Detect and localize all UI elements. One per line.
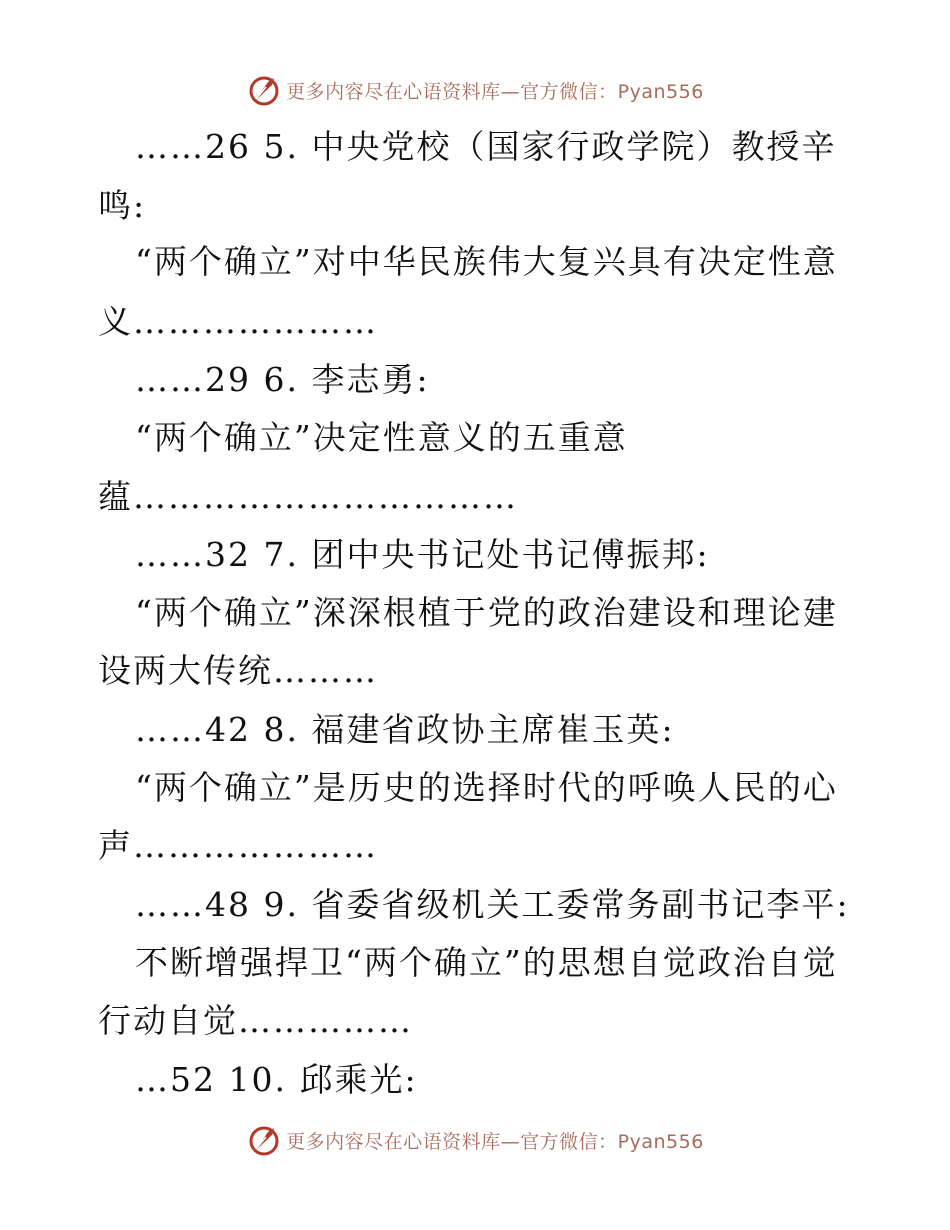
watermark-text: 更多内容尽在心语资料库—官方微信：Pyan556 (286, 1130, 704, 1153)
toc-line: 不断增强捍卫“两个确立”的思想自觉政治自觉 (135, 943, 838, 982)
toc-line: 行动自觉…………… (98, 1001, 413, 1040)
toc-line: …52 10. 邱乘光: (135, 1060, 418, 1099)
toc-line: 声………………… (98, 826, 378, 865)
quill-pen-logo-icon (246, 1122, 282, 1158)
toc-line: “两个确立”是历史的选择时代的呼唤人民的心 (135, 768, 838, 807)
toc-line: “两个确立”决定性意义的五重意 (135, 418, 628, 457)
footer-watermark (0, 1120, 950, 1160)
toc-line: 义………………… (98, 302, 378, 341)
toc-line: “两个确立”对中华民族伟大复兴具有决定性意 (135, 242, 838, 281)
toc-line: 蕴…………………………… (98, 477, 518, 516)
toc-line: “两个确立”深深根植于党的政治建设和理论建 (135, 593, 838, 632)
toc-line: ……48 9. 省委省级机关工委常务副书记李平: (135, 885, 850, 924)
header-watermark (0, 70, 950, 110)
toc-line: ……29 6. 李志勇: (135, 360, 430, 399)
toc-line: ……42 8. 福建省政协主席崔玉英: (135, 710, 675, 749)
watermark-text: 更多内容尽在心语资料库—官方微信：Pyan556 (286, 80, 704, 103)
toc-line: 设两大传统……… (98, 651, 378, 690)
quill-pen-logo-icon (246, 72, 282, 108)
toc-line: ……32 7. 团中央书记处书记傅振邦: (135, 535, 710, 574)
toc-line: 鸣: (98, 186, 147, 225)
toc-line: ……26 5. 中央党校（国家行政学院）教授辛 (135, 127, 837, 166)
